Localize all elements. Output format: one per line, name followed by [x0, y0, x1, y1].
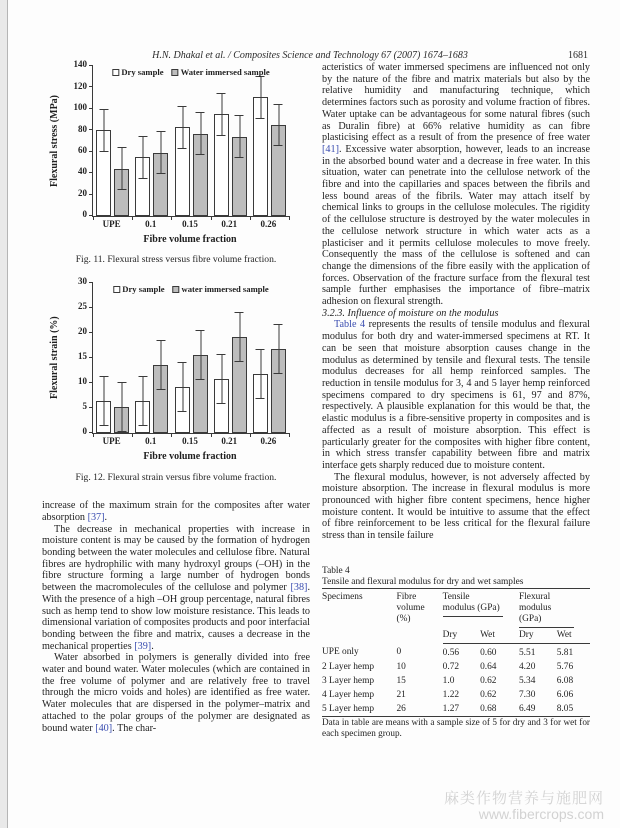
right-column	[322, 62, 590, 739]
table-cell: 4 Layer hemp	[322, 689, 375, 700]
error-bar	[217, 354, 226, 404]
bar-group-UPE	[93, 283, 132, 433]
error-bar	[274, 104, 283, 147]
x-tick-mark	[211, 433, 212, 437]
error-bar	[117, 147, 126, 190]
x-tick-mark	[171, 433, 172, 437]
error-bar	[138, 136, 147, 179]
table-cell: 21	[396, 689, 406, 700]
error-bar	[178, 362, 187, 412]
x-tick-label: 0.15	[182, 436, 198, 447]
table-cell: 3 Layer hemp	[322, 675, 375, 686]
legend-item	[113, 284, 164, 296]
table-cell: 0.62	[480, 675, 497, 686]
error-bar	[256, 349, 265, 399]
x-tick-mark	[250, 216, 251, 220]
table-caption: Tensile and flexural modulus for dry and wet samples	[322, 576, 524, 587]
error-bar	[99, 376, 108, 426]
col-header-specimens: Specimens	[322, 591, 363, 602]
error-bar	[235, 312, 244, 362]
bar-group-0.21	[211, 66, 250, 216]
y-tick-label: 25	[78, 301, 87, 312]
col-header-tensile-wet: Wet	[480, 629, 519, 644]
table-cell: 5.76	[556, 661, 574, 672]
table-cell: 6.49	[518, 703, 536, 714]
table-cell: 7.30	[518, 689, 536, 700]
table-cell: 1.22	[442, 689, 460, 700]
x-tick-mark	[93, 216, 94, 220]
legend-swatch	[172, 69, 179, 76]
x-tick-label: 0.1	[145, 436, 157, 447]
table-label: Table 4	[322, 565, 350, 576]
left-column	[42, 59, 310, 734]
table-cell: 10	[396, 661, 406, 672]
table-body	[322, 643, 590, 716]
body-paragraph: Table 4 represents the results of tensile modulus and flexural modulus for both dry and water-immersed specimens at RT. It can be seen that moisture absorption causes change in the modulus as determined by tensile and flexural tests. The tensile modulus decreases for all hemp reinforced samples. The reduction in tensile modulus for 3, 4 and 5 layer hemp reinforced specimens compared to dry specimens is 61, 97 and 87%, respectively. A plausible explanation for this would be that, the elastic modulus is a fibre-sensitive property in composites and is affected as a result of moisture absorption. This effect is particularly greater for the composites with higher fibre content, in which stress transfer capability between fibre and matrix interface gets sharply reduced due to moisture content.	[322, 319, 590, 471]
scanned-page-edge	[0, 0, 8, 828]
legend-item	[112, 67, 163, 79]
body-paragraph: increase of the maximum strain for the composites after water absorption [37].	[42, 500, 310, 523]
table-cell: 1.0	[442, 675, 455, 686]
figure-11	[42, 59, 310, 266]
x-tick-labels	[92, 219, 288, 231]
y-tick-label: 20	[78, 187, 87, 198]
y-tick-label: 60	[78, 145, 87, 156]
y-tick-label: 140	[73, 59, 87, 70]
y-tick-label: 10	[78, 376, 87, 387]
flexural-strain-chart	[48, 276, 310, 462]
watermark-url-text: www.fibercrops.com	[478, 806, 604, 822]
table-cell: 2 Layer hemp	[322, 661, 375, 672]
error-bar	[217, 93, 226, 136]
running-head: H.N. Dhakal et al. / Composites Science and Technology 67 (2007) 1674–1683	[152, 50, 468, 61]
table-ref[interactable]: Table 4	[334, 319, 366, 331]
x-tick-label: UPE	[102, 436, 121, 447]
x-tick-label: 0.21	[221, 436, 238, 447]
table-cell: 0.56	[442, 647, 460, 658]
bar-groups	[93, 283, 289, 433]
table-cell: 0	[396, 647, 402, 658]
citation-ref[interactable]: [37]	[87, 511, 105, 523]
legend-item	[172, 67, 270, 79]
y-tick-label: 40	[78, 166, 87, 177]
chart-legend	[113, 284, 268, 296]
col-header-tensile-modulus	[443, 588, 519, 629]
table-row	[322, 643, 590, 660]
x-tick-mark	[211, 216, 212, 220]
legend-label: Water immersed sample	[180, 67, 270, 77]
x-tick-label: 0.26	[260, 436, 277, 447]
y-tick-label: 30	[78, 276, 87, 287]
legend-item	[173, 284, 269, 296]
table-cell: 26	[396, 703, 406, 714]
error-bar	[117, 382, 126, 432]
citation-ref[interactable]: [38]	[290, 582, 308, 594]
col-header-tensile-modulus-text: Tensile modulus (GPa)	[443, 592, 503, 617]
table-row	[322, 660, 590, 674]
error-bar	[156, 131, 165, 174]
bar-group-0.15	[171, 283, 210, 433]
citation-ref[interactable]: [39]	[134, 640, 152, 652]
error-bar	[235, 115, 244, 158]
table-cell: 6.06	[556, 689, 574, 700]
x-tick-mark	[289, 216, 290, 220]
bar-group-UPE	[93, 66, 132, 216]
y-tick-label: 100	[73, 102, 87, 113]
error-bar	[99, 109, 108, 152]
chart-body	[62, 276, 310, 462]
col-header-tensile-dry: Dry	[443, 629, 480, 644]
y-tick-label: 5	[82, 401, 87, 412]
y-tick-label: 0	[82, 209, 87, 220]
body-paragraph: The decrease in mechanical properties with increase in moisture content is may be caused by the formation of hydrogen bonding between the water molecules and cellulose fibre. Natural fibres are hydrophilic with many hydroxyl groups (–OH) in the fibre structure forming a large number of hydrogen bonds between the macromolecules of the cellulose and polymer [38]. With the presence of a high –OH group percentage, natural fibres such as hemp tend to show low moisture resistance. This leads to dimensional variation of composites products and poor interfacial bonding between the fibre and matrix, causes a decrease in the mechanical properties [39].	[42, 523, 310, 652]
table-cell: 0.64	[480, 661, 497, 672]
table-cell: 4.20	[518, 661, 536, 672]
table-row	[322, 674, 590, 688]
table-cell: 5.34	[518, 675, 536, 686]
table-cell: 8.05	[556, 703, 574, 714]
body-paragraph: acteristics of water immersed specimens are influenced not only by the nature of the fibre and matrix materials but also by the relative humidity and manufacturing technique, which determines factors such as porosity and volume fraction of fibres. Water uptake can be advantageous for some natural fibres (such as Duralin fibre) at 66% relative humidity as can fibre plasticising effect as a result of from the presence of free water [41]. Excessive water absorption, however, leads to an increase in the absorbed bound water and a decrease in free water. In this situation, water can penetrate into the cellulose network of the fibre and into the capillaries and spaces between the fibrils and less bound areas of the fibrils. Water may attach itself by chemical links to groups in the cellulose molecules. The rigidity of the cellulose structure is destroyed by the water molecules in the cellulose network structure in which water acts as a plasticiser and it permits cellulose molecules to move freely. Consequently the mass of the cellulose is softened and can change the dimensions of the fibre easily with the application of forces. Observation of the fracture surface from the flexural test sample further emphasises the importance of fibre–matrix adhesion on flexural strength.	[322, 62, 590, 308]
table-cell: 0.68	[480, 703, 497, 714]
chart-body	[62, 59, 310, 245]
error-bar	[196, 330, 205, 380]
table-cell: 0.62	[480, 689, 497, 700]
x-tick-mark	[250, 433, 251, 437]
error-bar	[256, 76, 265, 119]
table-cell: 5 Layer hemp	[322, 703, 375, 714]
x-tick-label: 0.26	[260, 219, 277, 229]
bar-groups	[93, 66, 289, 216]
bar-group-0.26	[250, 66, 289, 216]
table-cell: 0.60	[480, 647, 497, 658]
x-tick-label: 0.15	[182, 219, 198, 229]
site-watermark	[444, 791, 604, 822]
x-tick-label: 0.1	[145, 219, 157, 229]
x-axis-title: Fibre volume fraction	[143, 450, 237, 462]
page-number: 1681	[568, 50, 588, 61]
table-cell: 6.08	[556, 675, 574, 686]
bar-group-0.26	[250, 283, 289, 433]
col-header-flexural-wet: Wet	[557, 629, 590, 644]
x-tick-mark	[132, 216, 133, 220]
x-tick-label: 0.21	[221, 219, 238, 229]
error-bar	[138, 376, 147, 426]
y-axis-label: Flexural stress (MPa)	[49, 95, 60, 188]
x-tick-mark	[289, 433, 290, 437]
col-header-flexural-modulus-text: Flexural modulus (GPa)	[519, 592, 574, 628]
bar-group-0.1	[132, 66, 171, 216]
figure-12	[42, 276, 310, 483]
plot-area	[73, 59, 289, 220]
error-bar	[274, 324, 283, 374]
flexural-stress-chart	[48, 59, 310, 245]
tensile-flexural-modulus-table	[322, 588, 590, 717]
col-header-fibre-volume-text: Fibre volume (%)	[396, 591, 425, 624]
watermark-chinese-text: 麻类作物营养与施肥网	[443, 790, 604, 807]
body-paragraph: Water absorbed in polymers is generally divided into free water and bound water. Water molecules (which are contained in the free volume of polymer and are relatively free to travel through the micro voids and holes) are identified as free water. Water molecules that are dispersed in the polymer–matrix and attached to the polar groups of the polymer are designated as bound water [40]. The char-	[42, 652, 310, 734]
col-header-fibre-volume	[396, 588, 442, 643]
table-cell: 5.81	[556, 647, 574, 658]
x-tick-mark	[93, 433, 94, 437]
y-tick-label: 0	[82, 426, 87, 437]
legend-label: Dry sample	[121, 67, 164, 77]
x-tick-mark	[132, 433, 133, 437]
table-row	[322, 688, 590, 702]
x-tick-labels	[92, 436, 288, 448]
table-cell: 0.72	[442, 661, 460, 672]
x-tick-mark	[171, 216, 172, 220]
table-4	[322, 566, 590, 739]
y-tick-label: 120	[73, 80, 87, 91]
bar-group-0.15	[171, 66, 210, 216]
x-axis-title: Fibre volume fraction	[143, 233, 237, 245]
citation-ref[interactable]: [40]	[95, 722, 113, 734]
y-tick-label: 15	[78, 351, 87, 362]
y-axis-label: Flexural strain (%)	[49, 316, 60, 400]
error-bar	[156, 340, 165, 390]
section-heading: 3.2.3. Influence of moisture on the modulus	[322, 307, 499, 319]
legend-label: water immersed sample	[181, 284, 269, 295]
table-footnote: Data in table are means with a sample size of 5 for dry and 3 for wet for each specimen group.	[322, 716, 590, 738]
body-paragraph: The flexural modulus, however, is not adversely affected by moisture absorption. The increase in flexural modulus is more pronounced with higher fibre content specimens, hence higher moisture content. It would be intuitive to assume that the effect of fibre reinforcement to be less critical for the flexural failure stress than in tensile failure	[322, 471, 590, 542]
error-bar	[178, 106, 187, 149]
table-cell: UPE only	[322, 647, 359, 658]
legend-label: Dry sample	[122, 284, 165, 295]
error-bar	[196, 112, 205, 155]
y-tick-label: 80	[78, 123, 87, 134]
table-cell: 5.51	[518, 647, 536, 658]
chart-legend	[112, 67, 269, 79]
bar-group-0.1	[132, 283, 171, 433]
table-cell: 1.27	[442, 703, 460, 714]
plot-area	[78, 276, 289, 437]
col-header-flexural-modulus	[519, 588, 590, 629]
legend-swatch	[112, 69, 119, 76]
bar-group-0.21	[211, 283, 250, 433]
figure-12-caption: Fig. 12. Flexural strain versus fibre volume fraction.	[75, 471, 277, 483]
col-header-flexural-dry: Dry	[519, 629, 557, 644]
table-cell: 15	[396, 675, 406, 686]
y-tick-label: 20	[78, 326, 87, 337]
x-tick-label: UPE	[102, 219, 121, 229]
citation-ref[interactable]: [41]	[322, 143, 339, 155]
legend-swatch	[113, 286, 120, 293]
table-row	[322, 702, 590, 717]
legend-swatch	[173, 286, 180, 293]
figure-11-caption: Fig. 11. Flexural stress versus fibre volume fraction.	[75, 254, 277, 266]
